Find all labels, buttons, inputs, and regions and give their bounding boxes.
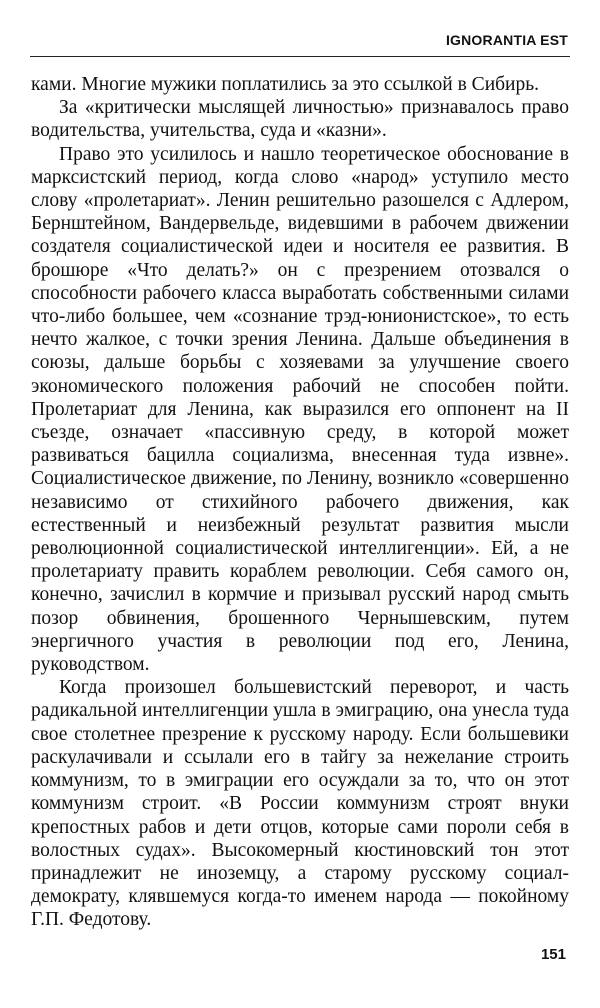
paragraph: Право это усилилось и нашло теоретическое обоснование в марксистский период, когда слово «народ» уступило место слову «пролетариат». Ленин решительно разошелся с Адлером, Бернштейном, Вандервельде, видевшими в рабочем движении создателя социалистической идеи и носителя ее развития. В брошюре «Что делать?» он с презрением отозвался о способности рабочего класса выработать собственными силами что-либо большее, чем «сознание трэд-юнионистское», то есть нечто жалкое, с точки зрения Ленина. Дальше объединения в союзы, дальше борьбы с хозяевами за улучшение своего экономического положения рабочий не способен пойти. Пролетариат для Ленина, как выразился его оппонент на II съезде, означает «пассивную среду, в которой может развиваться бацилла социализма, внесенная туда извне». Социалистическое движение, по Ленину, возникло «совершенно независимо от стихийного рабочего движения, как естественный и неизбежный результат развития мысли революционной социалистической интеллигенции». Ей, а не пролетариату править кораблем революции. Себя самого он, конечно, зачислил в кормчие и призывал русский народ смыть позор обвинения, брошенного Чернышевским, путем энергичного участия в революции под его, Ленина, руководством. xyxy=(31,143,569,676)
page-number: 151 xyxy=(540,946,566,963)
running-title: IGNORANTIA EST xyxy=(445,32,568,48)
body-text xyxy=(31,73,569,932)
header-rule xyxy=(30,56,570,57)
paragraph: Когда произошел большевистский переворот, и часть радикальной интеллигенции ушла в эмиграцию, она унесла туда свое столетнее презрение к русскому народу. Если большевики раскулачивали и ссылали его в тайгу за нежелание строить коммунизм, то в эмиграции его осуждали за то, что он этот коммунизм строит. «В России коммунизм строят внуки крепостных рабов и дети отцов, которые сами пороли себя в волостных судах». Высокомерный кюстиновский тон этот принадлежит не иноземцу, а старому русскому социал-демократу, клявшемуся когда-то именем народа — покойному Г.П. Федотову. xyxy=(31,677,569,931)
paragraph: За «критически мыслящей личностью» признавалось право водительства, учительства, суда и «казни». xyxy=(31,97,569,142)
paragraph-continued: ками. Многие мужики поплатились за это ссылкой в Сибирь. xyxy=(31,74,539,95)
